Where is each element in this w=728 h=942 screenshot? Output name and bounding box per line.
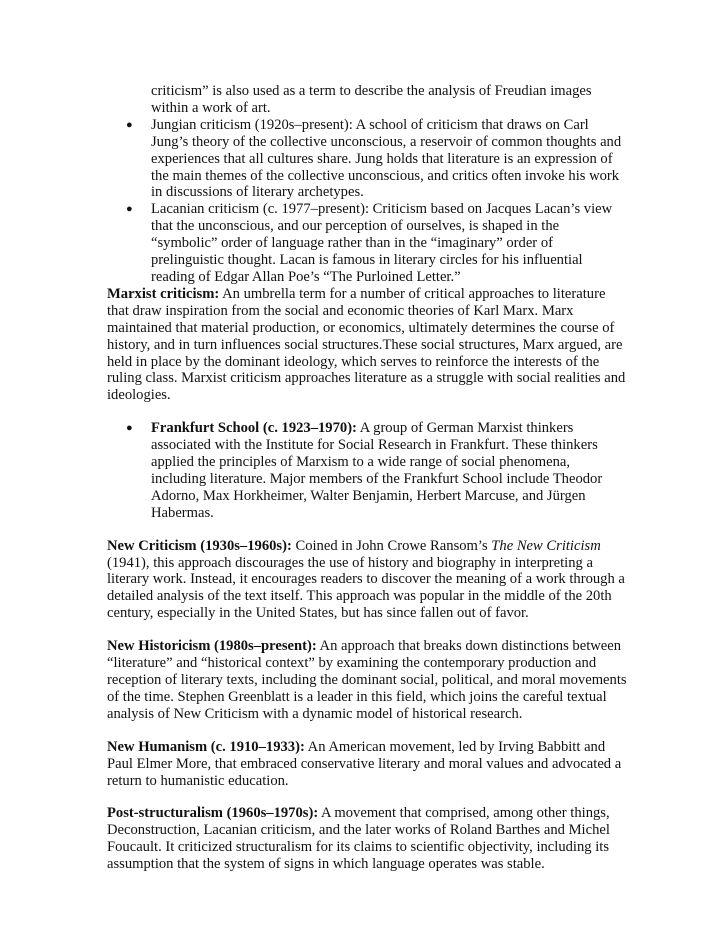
entry-term: New Historicism (1980s–present): — [107, 638, 317, 655]
entry-new-historicism — [107, 638, 627, 723]
entry-term: New Criticism (1930s–1960s): — [107, 537, 292, 554]
entry-definition: An American movement, led by Irving Babbitt and Paul Elmer More, that embraced conservative literary and moral values and advocated a return to humanistic education. — [107, 738, 622, 789]
lacanian-text: Lacanian criticism (c. 1977–present): Criticism based on Jacques Lacan’s view that the unconscious, and our perception of ourselves, is shaped in the “symbolic” order of language rather than in the “imaginary” order of prelinguistic thought. Lacan is famous in literary circles for his influential reading of Edgar Allan Poe’s “The Purloined Letter.” — [151, 201, 613, 285]
bullet-icon: ● — [126, 422, 133, 435]
entry-term: New Humanism (c. 1910–1933): — [107, 738, 305, 755]
entry-marxist-criticism — [107, 286, 627, 404]
entry-definition: An approach that breaks down distinctions between “literature” and “historical context” by examining the contemporary production and reception of literary texts, including the dominant social, political, and moral movements of the time. Stephen Greenblatt is a leader in this field, which joins the careful textual analysis of New Criticism with a dynamic model of historical research. — [107, 638, 627, 722]
entry-definition: A movement that comprised, among other things, Deconstruction, Lacanian criticism, and the later works of Roland Barthes and Michel Foucault. It criticized structuralism for its claims to scientific objectivity, including its assumption that the system of signs in which language operates was stable. — [107, 805, 610, 873]
list-item-lacanian — [107, 201, 627, 286]
entry-new-humanism — [107, 739, 627, 790]
page-content — [107, 83, 627, 889]
jungian-text: Jungian criticism (1920s–present): A school of criticism that draws on Carl Jung’s theory of the collective unconscious, a reservoir of common thoughts and experiences that all cultures share. Jung holds that literature is an expression of the main themes of the collective unconscious, and critics often invoke his work in discussions of literary archetypes. — [151, 116, 622, 201]
entry-definition: An umbrella term for a number of critical approaches to literature that draw inspiration from the social and economic theories of Karl Marx. Marx maintained that material production, or economics, ultimately determines the course of history, and in turn influences social structures.These social structures, Marx argued, are held in place by the dominant ideology, which serves to reinforce the interests of the ruling class. Marxist criticism approaches literature as a struggle with social realities and ideologies. — [107, 285, 626, 404]
entry-post-structuralism — [107, 805, 627, 873]
book-title: The New Criticism — [491, 537, 601, 554]
entry-term: Post-structuralism (1960s–1970s): — [107, 805, 319, 822]
entry-new-criticism — [107, 538, 627, 623]
marxist-subtypes-list — [107, 420, 627, 521]
entry-definition: A group of German Marxist thinkers associated with the Institute for Social Research in Frankfurt. These thinkers applied the principles of Marxism to a wide range of social phenomena, including literature. Major members of the Frankfurt School include Theodor Adorno, Max Horkheimer, Walter Benjamin, Herbert Marcuse, and Jürgen Habermas. — [151, 420, 603, 521]
entry-term: Marxist criticism: — [107, 285, 220, 302]
entry-term: Frankfurt School (c. 1923–1970): — [151, 420, 357, 437]
bullet-icon: ● — [126, 118, 133, 131]
psychoanalytic-subtypes-list — [107, 117, 627, 286]
entry-definition: Coined in John Crowe Ransom’s — [291, 537, 492, 554]
list-item-frankfurt — [107, 420, 627, 521]
freudian-continuation: criticism” is also used as a term to describe the analysis of Freudian images within a work of art. — [151, 83, 592, 116]
list-item-jungian — [107, 117, 627, 202]
bullet-icon: ● — [126, 203, 133, 216]
entry-definition-continued: (1941), this approach discourages the use of history and biography in interpreting a literary work. Instead, it encourages readers to discover the meaning of a work through a detailed analysis of the text itself. This approach was popular in the middle of the 20th century, especially in the United States, but has since fallen out of favor. — [107, 554, 625, 622]
